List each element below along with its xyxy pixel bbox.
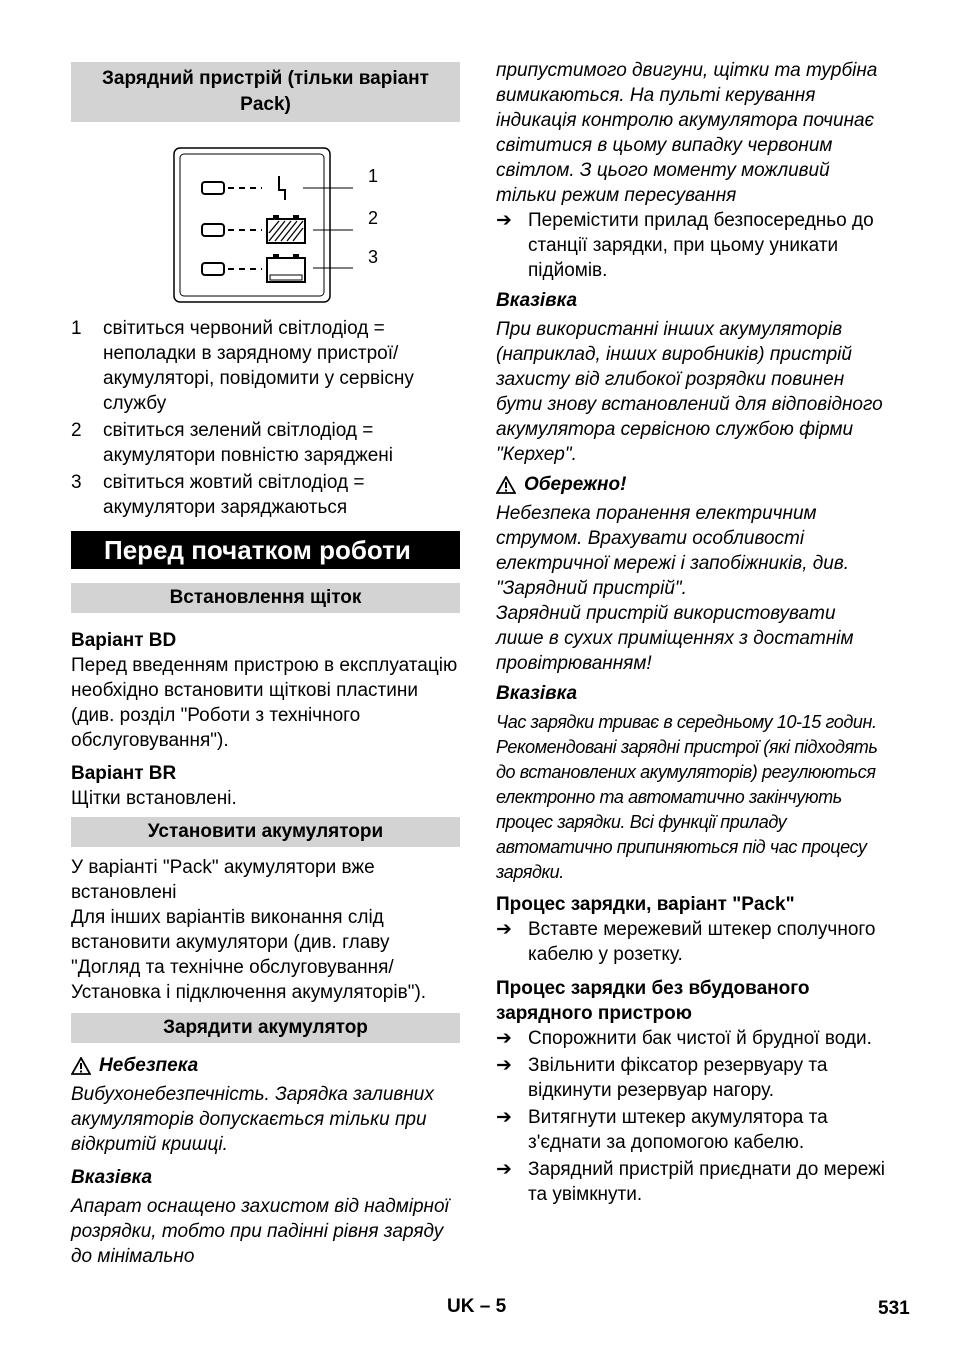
list-item-text: світиться червоний світлодіод = неполадки в зарядному пристрої/ акумуляторі, повідомити у сервісну службу <box>103 318 414 414</box>
step-text: Перемістити прилад безпосередньо до станції зарядки, при цьому уникати підйомів. <box>528 210 874 281</box>
section-title-charger: Зарядний пристрій (тільки варіант Pack) <box>71 62 460 122</box>
footer-language-page: UK – 5 <box>447 1296 507 1317</box>
led-legend-list <box>71 316 460 520</box>
variant-bd-text: Перед введенням пристрою в експлуатацію необхідно встановити щіткові пластини (див. розділ "Роботи з технічного обслуговування"). <box>71 655 458 751</box>
diagram-label-3: 3 <box>368 247 379 267</box>
diagram-label-2: 2 <box>368 208 379 228</box>
diagram-label-1: 1 <box>368 166 379 186</box>
list-item-number: 3 <box>71 472 82 493</box>
list-item <box>71 316 460 416</box>
variant-br-text: Щітки встановлені. <box>71 788 237 809</box>
charger-panel-illustration <box>71 146 460 306</box>
variant-br-heading: Варіант BR <box>71 763 177 784</box>
list-item <box>496 1026 886 1051</box>
danger-heading-text: Небезпека <box>99 1055 199 1076</box>
warning-triangle-icon <box>496 476 516 494</box>
caution-heading <box>496 472 886 497</box>
warning-triangle-icon <box>71 1057 91 1075</box>
step-text: Звільнити фіксатор резервуару та відкинути резервуар нагору. <box>528 1055 828 1101</box>
note-text: Апарат оснащено захистом від надмірної розрядки, тобто при падінні рівня заряду до мінімально <box>71 1196 449 1267</box>
no-builtin-charger-heading: Процес зарядки без вбудованого зарядного пристрою <box>496 978 810 1024</box>
arrow-right-icon: ➔ <box>496 919 512 940</box>
danger-text: Вибухонебезпечність. Зарядка заливних акумуляторів допускається тільки при відкритій кришці. <box>71 1084 434 1155</box>
danger-heading <box>71 1053 460 1078</box>
list-item <box>71 418 460 468</box>
arrow-right-icon: ➔ <box>496 1055 512 1076</box>
arrow-right-icon: ➔ <box>496 1028 512 1049</box>
list-item-number: 1 <box>71 318 82 339</box>
caution-heading-text: Обережно! <box>524 474 627 495</box>
chapter-title: Перед початком роботи <box>71 531 460 569</box>
section-title-install-batteries: Установити акумулятори <box>71 817 460 847</box>
step-text: Зарядний пристрій приєднати до мережі та увімкнути. <box>528 1159 886 1205</box>
caution-text-2: Зарядний пристрій використовувати лише в сухих приміщеннях з достатнім провітрюванням! <box>496 603 854 674</box>
note2-text-1: Час зарядки триває в середньому 10-15 годин. <box>496 712 877 732</box>
list-item-number: 2 <box>71 420 82 441</box>
note2-heading: Вказівка <box>496 683 578 704</box>
install-batteries-text-1: У варіанті "Pack" акумулятори вже встановлені <box>71 857 375 903</box>
note1-text: При використанні інших акумуляторів (наприклад, інших виробників) пристрій захисту від глибокої розрядки повинен бути знову встановлений для відповідного акумулятора сервісною службою фірми "Керхер". <box>496 319 883 465</box>
list-item <box>496 917 886 967</box>
section-title-charge-battery: Зарядити акумулятор <box>71 1013 460 1043</box>
list-item-text: світиться жовтий світлодіод = акумулятори заряджаються <box>103 472 365 518</box>
list-item-text: світиться зелений світлодіод = акумулятори повністю заряджені <box>103 420 394 466</box>
continued-text: припустимого двигуни, щітки та турбіна вимикаються. На пульті керування індикація контролю акумулятора починає світитися в цьому випадку червоним світлом. З цього моменту можливий тільки режим пересування <box>496 60 878 206</box>
pack-charging-heading: Процес зарядки, варіант "Pack" <box>496 894 795 915</box>
arrow-right-icon: ➔ <box>496 210 512 231</box>
section-title-brushes: Встановлення щіток <box>71 583 460 613</box>
variant-bd-heading: Варіант BD <box>71 630 177 651</box>
step-text: Спорожнити бак чистої й брудної води. <box>528 1028 872 1049</box>
footer-page-number: 531 <box>878 1298 910 1319</box>
arrow-right-icon: ➔ <box>496 1159 512 1180</box>
note1-heading: Вказівка <box>496 290 578 311</box>
step-text: Вставте мережевий штекер сполучного кабелю у розетку. <box>528 919 876 965</box>
note2-text-2: Рекомендовані зарядні пристрої (які підходять до встановлених акумуляторів) регулюються електронно та автоматично закінчують процес зарядки. Всі функції приладу автоматично припиняються під час процесу зарядки. <box>496 737 878 882</box>
list-item <box>496 1105 886 1155</box>
arrow-right-icon: ➔ <box>496 1107 512 1128</box>
list-item <box>496 1157 886 1207</box>
left-column <box>71 62 460 1269</box>
list-item <box>496 208 886 283</box>
note-heading: Вказівка <box>71 1167 153 1188</box>
charger-led-diagram <box>71 146 460 306</box>
right-column <box>496 58 886 1207</box>
list-item <box>496 1053 886 1103</box>
step-text: Витягнути штекер акумулятора та з'єднати за допомогою кабелю. <box>528 1107 828 1153</box>
caution-text-1: Небезпека поранення електричним струмом. Врахувати особливості електричної мережі і запобіжників, див. "Зарядний пристрій". <box>496 503 850 599</box>
install-batteries-text-2: Для інших варіантів виконання слід встановити акумулятори (див. главу "Догляд та технічне обслуговування/ Установка і підключення акумуляторів"). <box>71 907 427 1003</box>
list-item <box>71 470 460 520</box>
